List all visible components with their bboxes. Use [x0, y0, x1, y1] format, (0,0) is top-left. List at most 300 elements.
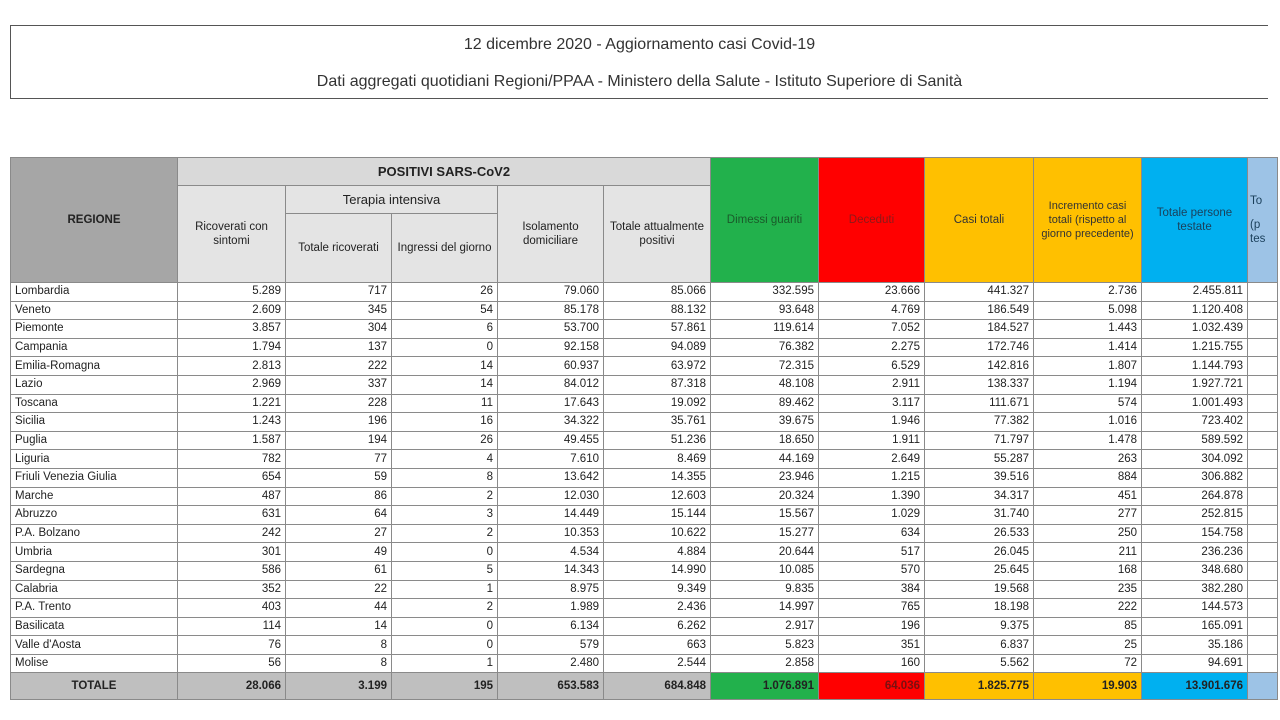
cell-ricoverati: 5.289: [178, 283, 286, 302]
cell-terapia: 64: [286, 506, 392, 525]
cell-isolamento: 92.158: [498, 338, 604, 357]
table-row-totale: [11, 673, 1278, 700]
cell-deceduti: 1.029: [819, 506, 925, 525]
cell-ingressi: 1: [392, 580, 498, 599]
cell-ingressi: 14: [392, 375, 498, 394]
cell-casi-totali: 186.549: [925, 301, 1034, 320]
cell-ingressi: 11: [392, 394, 498, 413]
cell-deceduti: 4.769: [819, 301, 925, 320]
cell-incremento: 222: [1034, 599, 1142, 618]
cell-deceduti: 23.666: [819, 283, 925, 302]
cell-ingressi: 0: [392, 617, 498, 636]
cell-regione: P.A. Bolzano: [11, 524, 178, 543]
partial-header-line: (p: [1250, 219, 1261, 231]
cell-dimessi: 44.169: [711, 450, 819, 469]
cell-ricoverati: 76: [178, 636, 286, 655]
cell-regione: Toscana: [11, 394, 178, 413]
cell-casi-totali: 19.568: [925, 580, 1034, 599]
cell-ricoverati: 28.066: [178, 673, 286, 700]
cell-ricoverati: 2.969: [178, 375, 286, 394]
header-isolamento: Isolamento domiciliare: [498, 186, 604, 283]
cell-casi-totali: 1.825.775: [925, 673, 1034, 700]
cell-deceduti: 384: [819, 580, 925, 599]
cell-isolamento: 8.975: [498, 580, 604, 599]
cell-regione: Molise: [11, 654, 178, 673]
cell-deceduti: 1.215: [819, 468, 925, 487]
cell-partial: [1248, 357, 1278, 376]
table-row: [11, 375, 1278, 394]
cell-isolamento: 12.030: [498, 487, 604, 506]
cell-persone-testate: 13.901.676: [1142, 673, 1248, 700]
cell-partial: [1248, 543, 1278, 562]
table-row: [11, 636, 1278, 655]
report-title-box: [10, 25, 1268, 99]
cell-partial: [1248, 524, 1278, 543]
table-row: [11, 431, 1278, 450]
cell-dimessi: 14.997: [711, 599, 819, 618]
cell-partial: [1248, 636, 1278, 655]
cell-dimessi: 89.462: [711, 394, 819, 413]
covid-cases-table: [10, 157, 1278, 700]
partial-header-line: To: [1250, 195, 1263, 207]
cell-totale-positivi: 87.318: [604, 375, 711, 394]
cell-regione: TOTALE: [11, 673, 178, 700]
report-title: 12 dicembre 2020 - Aggiornamento casi Covid-19: [463, 36, 816, 53]
cell-regione: Veneto: [11, 301, 178, 320]
cell-terapia: 59: [286, 468, 392, 487]
cell-totale-positivi: 6.262: [604, 617, 711, 636]
cell-ingressi: 2: [392, 524, 498, 543]
table-row: [11, 320, 1278, 339]
cell-dimessi: 39.675: [711, 413, 819, 432]
header-totale-ricoverati: Totale ricoverati: [286, 214, 392, 283]
cell-ricoverati: 242: [178, 524, 286, 543]
table-row: [11, 561, 1278, 580]
header-dimessi-guariti: Dimessi guariti: [711, 158, 819, 283]
cell-isolamento: 1.989: [498, 599, 604, 618]
cell-deceduti: 2.275: [819, 338, 925, 357]
cell-partial: [1248, 283, 1278, 302]
cell-ingressi: 14: [392, 357, 498, 376]
cell-isolamento: 49.455: [498, 431, 604, 450]
cell-regione: Friuli Venezia Giulia: [11, 468, 178, 487]
cell-terapia: 77: [286, 450, 392, 469]
cell-incremento: 168: [1034, 561, 1142, 580]
cell-incremento: 235: [1034, 580, 1142, 599]
cell-incremento: 1.194: [1034, 375, 1142, 394]
cell-totale-positivi: 19.092: [604, 394, 711, 413]
cell-isolamento: 79.060: [498, 283, 604, 302]
cell-terapia: 61: [286, 561, 392, 580]
cell-totale-positivi: 85.066: [604, 283, 711, 302]
cell-terapia: 717: [286, 283, 392, 302]
cell-deceduti: 570: [819, 561, 925, 580]
cell-ricoverati: 114: [178, 617, 286, 636]
cell-casi-totali: 25.645: [925, 561, 1034, 580]
cell-partial: [1248, 450, 1278, 469]
cell-partial: [1248, 487, 1278, 506]
cell-casi-totali: 55.287: [925, 450, 1034, 469]
table-row: [11, 450, 1278, 469]
cell-dimessi: 76.382: [711, 338, 819, 357]
cell-incremento: 2.736: [1034, 283, 1142, 302]
cell-ricoverati: 782: [178, 450, 286, 469]
cell-isolamento: 17.643: [498, 394, 604, 413]
cell-ricoverati: 2.813: [178, 357, 286, 376]
header-terapia-intensiva: Terapia intensiva: [286, 186, 498, 214]
cell-partial: [1248, 431, 1278, 450]
cell-casi-totali: 184.527: [925, 320, 1034, 339]
cell-deceduti: 2.911: [819, 375, 925, 394]
table-body: [11, 283, 1278, 700]
cell-incremento: 1.807: [1034, 357, 1142, 376]
cell-deceduti: 64.036: [819, 673, 925, 700]
table-row: [11, 468, 1278, 487]
cell-regione: Umbria: [11, 543, 178, 562]
cell-regione: Basilicata: [11, 617, 178, 636]
cell-ricoverati: 654: [178, 468, 286, 487]
table-row: [11, 413, 1278, 432]
cell-casi-totali: 111.671: [925, 394, 1034, 413]
cell-incremento: 19.903: [1034, 673, 1142, 700]
table-row: [11, 506, 1278, 525]
cell-isolamento: 34.322: [498, 413, 604, 432]
cell-incremento: 451: [1034, 487, 1142, 506]
cell-regione: Lazio: [11, 375, 178, 394]
cell-deceduti: 517: [819, 543, 925, 562]
cell-incremento: 277: [1034, 506, 1142, 525]
table-row: [11, 301, 1278, 320]
cell-regione: Sicilia: [11, 413, 178, 432]
cell-terapia: 86: [286, 487, 392, 506]
cell-terapia: 196: [286, 413, 392, 432]
cell-deceduti: 1.946: [819, 413, 925, 432]
cell-casi-totali: 31.740: [925, 506, 1034, 525]
cell-isolamento: 14.449: [498, 506, 604, 525]
cell-deceduti: 6.529: [819, 357, 925, 376]
cell-persone-testate: 144.573: [1142, 599, 1248, 618]
cell-persone-testate: 723.402: [1142, 413, 1248, 432]
cell-terapia: 304: [286, 320, 392, 339]
cell-persone-testate: 1.032.439: [1142, 320, 1248, 339]
cell-ingressi: 2: [392, 599, 498, 618]
cell-ingressi: 1: [392, 654, 498, 673]
table-row: [11, 524, 1278, 543]
cell-partial: [1248, 468, 1278, 487]
cell-isolamento: 10.353: [498, 524, 604, 543]
cell-isolamento: 4.534: [498, 543, 604, 562]
cell-incremento: 72: [1034, 654, 1142, 673]
cell-incremento: 1.478: [1034, 431, 1142, 450]
cell-regione: Abruzzo: [11, 506, 178, 525]
cell-isolamento: 579: [498, 636, 604, 655]
cell-persone-testate: 264.878: [1142, 487, 1248, 506]
cell-ingressi: 5: [392, 561, 498, 580]
cell-deceduti: 196: [819, 617, 925, 636]
cell-dimessi: 15.277: [711, 524, 819, 543]
cell-deceduti: 1.390: [819, 487, 925, 506]
header-partial-column: [1248, 158, 1278, 283]
table-row: [11, 580, 1278, 599]
cell-ingressi: 0: [392, 338, 498, 357]
cell-persone-testate: 94.691: [1142, 654, 1248, 673]
cell-totale-positivi: 684.848: [604, 673, 711, 700]
cell-dimessi: 20.324: [711, 487, 819, 506]
cell-persone-testate: 1.927.721: [1142, 375, 1248, 394]
cell-regione: Valle d'Aosta: [11, 636, 178, 655]
cell-isolamento: 14.343: [498, 561, 604, 580]
cell-persone-testate: 348.680: [1142, 561, 1248, 580]
cell-ricoverati: 301: [178, 543, 286, 562]
cell-incremento: 263: [1034, 450, 1142, 469]
cell-casi-totali: 441.327: [925, 283, 1034, 302]
cell-partial: [1248, 394, 1278, 413]
cell-terapia: 27: [286, 524, 392, 543]
cell-incremento: 1.016: [1034, 413, 1142, 432]
table-row: [11, 338, 1278, 357]
table-row: [11, 357, 1278, 376]
cell-totale-positivi: 94.089: [604, 338, 711, 357]
cell-ricoverati: 1.587: [178, 431, 286, 450]
cell-persone-testate: 165.091: [1142, 617, 1248, 636]
cell-terapia: 44: [286, 599, 392, 618]
table-row: [11, 599, 1278, 618]
cell-isolamento: 13.642: [498, 468, 604, 487]
cell-terapia: 22: [286, 580, 392, 599]
cell-terapia: 137: [286, 338, 392, 357]
table-row: [11, 283, 1278, 302]
cell-deceduti: 7.052: [819, 320, 925, 339]
cell-dimessi: 93.648: [711, 301, 819, 320]
cell-persone-testate: 589.592: [1142, 431, 1248, 450]
cell-partial: [1248, 506, 1278, 525]
cell-persone-testate: 306.882: [1142, 468, 1248, 487]
cell-dimessi: 5.823: [711, 636, 819, 655]
cell-terapia: 337: [286, 375, 392, 394]
cell-dimessi: 18.650: [711, 431, 819, 450]
cell-ingressi: 6: [392, 320, 498, 339]
cell-totale-positivi: 14.355: [604, 468, 711, 487]
cell-partial: [1248, 375, 1278, 394]
cell-persone-testate: 154.758: [1142, 524, 1248, 543]
cell-persone-testate: 1.144.793: [1142, 357, 1248, 376]
cell-casi-totali: 34.317: [925, 487, 1034, 506]
cell-isolamento: 84.012: [498, 375, 604, 394]
cell-dimessi: 20.644: [711, 543, 819, 562]
cell-dimessi: 72.315: [711, 357, 819, 376]
cell-ingressi: 26: [392, 431, 498, 450]
cell-incremento: 250: [1034, 524, 1142, 543]
cell-ricoverati: 3.857: [178, 320, 286, 339]
cell-casi-totali: 26.533: [925, 524, 1034, 543]
cell-totale-positivi: 8.469: [604, 450, 711, 469]
cell-ingressi: 8: [392, 468, 498, 487]
cell-isolamento: 53.700: [498, 320, 604, 339]
cell-totale-positivi: 2.544: [604, 654, 711, 673]
cell-totale-positivi: 663: [604, 636, 711, 655]
cell-terapia: 228: [286, 394, 392, 413]
cell-deceduti: 160: [819, 654, 925, 673]
cell-casi-totali: 39.516: [925, 468, 1034, 487]
cell-casi-totali: 5.562: [925, 654, 1034, 673]
cell-ricoverati: 56: [178, 654, 286, 673]
cell-isolamento: 60.937: [498, 357, 604, 376]
cell-ingressi: 3: [392, 506, 498, 525]
cell-isolamento: 653.583: [498, 673, 604, 700]
cell-deceduti: 634: [819, 524, 925, 543]
cell-totale-positivi: 9.349: [604, 580, 711, 599]
cell-ingressi: 54: [392, 301, 498, 320]
cell-persone-testate: 236.236: [1142, 543, 1248, 562]
cell-regione: Puglia: [11, 431, 178, 450]
header-ricoverati-sintomi: Ricoverati con sintomi: [178, 186, 286, 283]
cell-totale-positivi: 88.132: [604, 301, 711, 320]
header-deceduti: Deceduti: [819, 158, 925, 283]
cell-totale-positivi: 4.884: [604, 543, 711, 562]
cell-ricoverati: 586: [178, 561, 286, 580]
cell-partial: [1248, 413, 1278, 432]
cell-persone-testate: 1.001.493: [1142, 394, 1248, 413]
cell-ricoverati: 352: [178, 580, 286, 599]
cell-totale-positivi: 15.144: [604, 506, 711, 525]
cell-ingressi: 4: [392, 450, 498, 469]
table-row: [11, 394, 1278, 413]
cell-regione: Emilia-Romagna: [11, 357, 178, 376]
cell-partial: [1248, 301, 1278, 320]
table-row: [11, 617, 1278, 636]
cell-regione: P.A. Trento: [11, 599, 178, 618]
table-row: [11, 654, 1278, 673]
cell-incremento: 85: [1034, 617, 1142, 636]
cell-ingressi: 26: [392, 283, 498, 302]
cell-ricoverati: 631: [178, 506, 286, 525]
table-row: [11, 543, 1278, 562]
cell-casi-totali: 138.337: [925, 375, 1034, 394]
header-casi-totali: Casi totali: [925, 158, 1034, 283]
cell-terapia: 8: [286, 636, 392, 655]
cell-ingressi: 195: [392, 673, 498, 700]
cell-ricoverati: 403: [178, 599, 286, 618]
cell-persone-testate: 304.092: [1142, 450, 1248, 469]
cell-dimessi: 1.076.891: [711, 673, 819, 700]
cell-dimessi: 23.946: [711, 468, 819, 487]
header-regione: REGIONE: [11, 158, 178, 283]
cell-dimessi: 15.567: [711, 506, 819, 525]
cell-ricoverati: 1.243: [178, 413, 286, 432]
cell-partial: [1248, 320, 1278, 339]
cell-totale-positivi: 51.236: [604, 431, 711, 450]
header-persone-testate: Totale persone testate: [1142, 158, 1248, 283]
cell-casi-totali: 172.746: [925, 338, 1034, 357]
cell-regione: Piemonte: [11, 320, 178, 339]
cell-regione: Campania: [11, 338, 178, 357]
cell-partial: [1248, 599, 1278, 618]
cell-terapia: 222: [286, 357, 392, 376]
cell-terapia: 345: [286, 301, 392, 320]
cell-deceduti: 351: [819, 636, 925, 655]
header-totale-positivi: Totale attualmente positivi: [604, 186, 711, 283]
cell-deceduti: 2.649: [819, 450, 925, 469]
table-row: [11, 487, 1278, 506]
cell-ingressi: 0: [392, 636, 498, 655]
cell-terapia: 49: [286, 543, 392, 562]
cell-partial: [1248, 580, 1278, 599]
cell-casi-totali: 77.382: [925, 413, 1034, 432]
cell-regione: Liguria: [11, 450, 178, 469]
cell-totale-positivi: 12.603: [604, 487, 711, 506]
cell-partial: [1248, 673, 1278, 700]
cell-isolamento: 6.134: [498, 617, 604, 636]
cell-ricoverati: 487: [178, 487, 286, 506]
cell-casi-totali: 26.045: [925, 543, 1034, 562]
cell-casi-totali: 18.198: [925, 599, 1034, 618]
cell-terapia: 14: [286, 617, 392, 636]
header-positivi-group: POSITIVI SARS-CoV2: [178, 158, 711, 186]
cell-persone-testate: 1.120.408: [1142, 301, 1248, 320]
cell-incremento: 5.098: [1034, 301, 1142, 320]
cell-partial: [1248, 617, 1278, 636]
cell-deceduti: 3.117: [819, 394, 925, 413]
cell-ricoverati: 1.794: [178, 338, 286, 357]
report-subtitle: Dati aggregati quotidiani Regioni/PPAA - Ministero della Salute - Istituto Superiore di Sanità: [316, 73, 963, 90]
cell-totale-positivi: 14.990: [604, 561, 711, 580]
cell-casi-totali: 9.375: [925, 617, 1034, 636]
header-ingressi-giorno: Ingressi del giorno: [392, 214, 498, 283]
cell-totale-positivi: 35.761: [604, 413, 711, 432]
cell-dimessi: 332.595: [711, 283, 819, 302]
cell-ingressi: 0: [392, 543, 498, 562]
cell-casi-totali: 71.797: [925, 431, 1034, 450]
cell-incremento: 211: [1034, 543, 1142, 562]
cell-persone-testate: 35.186: [1142, 636, 1248, 655]
cell-totale-positivi: 63.972: [604, 357, 711, 376]
cell-partial: [1248, 654, 1278, 673]
cell-incremento: 1.414: [1034, 338, 1142, 357]
cell-dimessi: 2.917: [711, 617, 819, 636]
cell-persone-testate: 1.215.755: [1142, 338, 1248, 357]
cell-incremento: 884: [1034, 468, 1142, 487]
cell-persone-testate: 382.280: [1142, 580, 1248, 599]
cell-persone-testate: 252.815: [1142, 506, 1248, 525]
cell-deceduti: 1.911: [819, 431, 925, 450]
cell-incremento: 25: [1034, 636, 1142, 655]
cell-ingressi: 2: [392, 487, 498, 506]
cell-totale-positivi: 57.861: [604, 320, 711, 339]
cell-dimessi: 48.108: [711, 375, 819, 394]
cell-isolamento: 2.480: [498, 654, 604, 673]
cell-totale-positivi: 10.622: [604, 524, 711, 543]
cell-dimessi: 10.085: [711, 561, 819, 580]
cell-ingressi: 16: [392, 413, 498, 432]
cell-isolamento: 85.178: [498, 301, 604, 320]
cell-terapia: 194: [286, 431, 392, 450]
cell-dimessi: 119.614: [711, 320, 819, 339]
cell-totale-positivi: 2.436: [604, 599, 711, 618]
cell-dimessi: 9.835: [711, 580, 819, 599]
cell-regione: Lombardia: [11, 283, 178, 302]
cell-terapia: 8: [286, 654, 392, 673]
cell-incremento: 574: [1034, 394, 1142, 413]
cell-casi-totali: 142.816: [925, 357, 1034, 376]
partial-header-line: tes: [1250, 233, 1266, 245]
cell-partial: [1248, 561, 1278, 580]
cell-ricoverati: 2.609: [178, 301, 286, 320]
cell-partial: [1248, 338, 1278, 357]
cell-incremento: 1.443: [1034, 320, 1142, 339]
cell-dimessi: 2.858: [711, 654, 819, 673]
header-incremento-casi: Incremento casi totali (rispetto al giorno precedente): [1034, 158, 1142, 283]
cell-persone-testate: 2.455.811: [1142, 283, 1248, 302]
